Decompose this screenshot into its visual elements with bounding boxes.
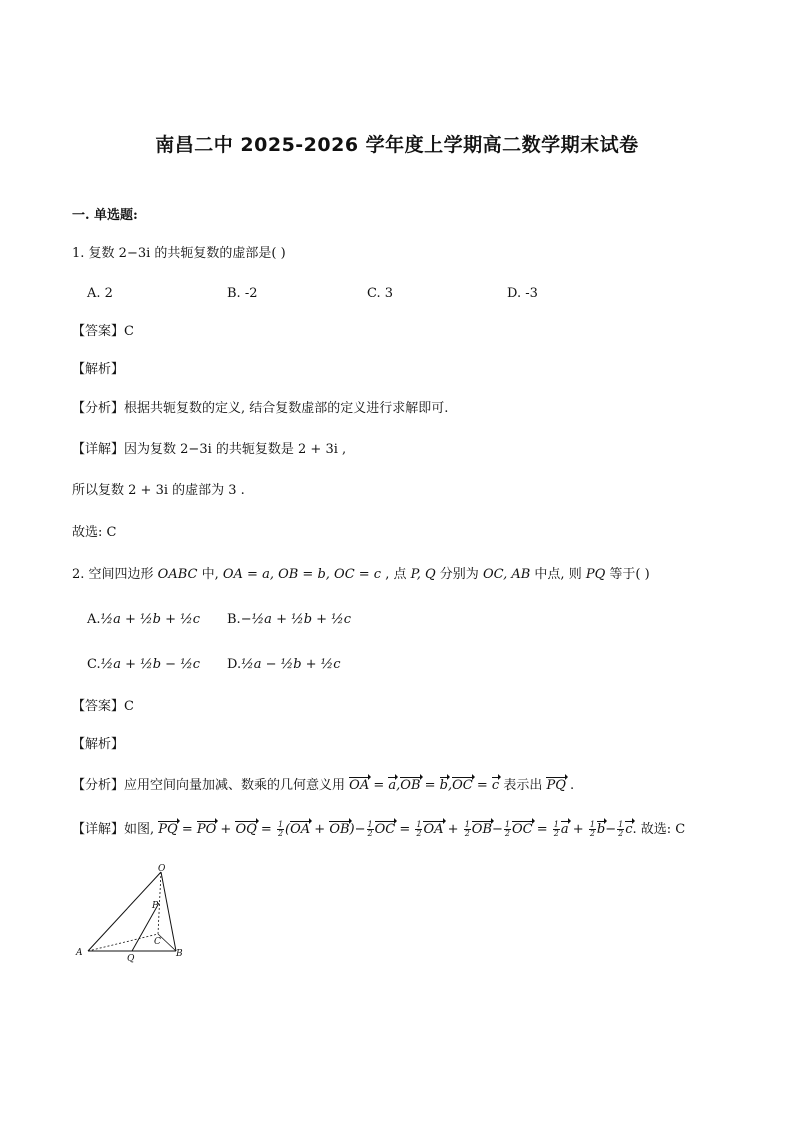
label-p: P (152, 901, 159, 911)
q1-detail (72, 441, 346, 459)
page-title: 南昌二中 2025-2026 学年度上学期高二数学期末试卷 (155, 134, 639, 156)
q1-answer-value: C (124, 324, 134, 339)
q2-detail-text-a: 如图, (124, 822, 159, 837)
q2-fenxi-pq: PQ (546, 778, 566, 793)
q1-option-a: A. 2 (87, 286, 113, 301)
q1-detail-text-a: 因为复数 (124, 442, 181, 457)
q2-option-b-expr: −½a + ½b + ½c (240, 612, 352, 627)
q2-answer-tag: 【答案】 (72, 699, 125, 714)
q2-fenxi-text-b: 表示出 (499, 778, 547, 793)
q1-stem-suffix: 的共轭复数的虚部是( ) (150, 246, 286, 261)
q2-detail-derivation: PQ = PO + OQ = $\frac{1}{2}$ (OA + OB)− $\frac{1}{2}$ OC = $\frac{1}{2}$ OA + $\frac{1}{2}$ OB− $\frac{1}{2}$ OC = $\frac{1}{2}$ a + $\frac{1}{2}$ b− $\frac{1}{2}$ c (158, 820, 633, 838)
q1-stem-expr: 2−3i (118, 246, 151, 261)
q1-conclusion-val: 3 (228, 483, 237, 498)
q1-detail-tag: 【详解】 (72, 442, 125, 457)
q2-analysis-tag: 【解析】 (72, 737, 125, 752)
q1-detail-expr-b: 2 + 3i (298, 442, 338, 457)
q2-stem-quad: OABC (157, 567, 198, 582)
q2-stem-end: 等于( ) (605, 567, 650, 582)
q2-option-a (87, 611, 200, 629)
q1-fenxi-tag: 【分析】 (72, 401, 125, 416)
label-b: B (176, 949, 183, 959)
q1-conclusion (72, 482, 245, 500)
q1-stem-prefix: 1. 复数 (72, 246, 119, 261)
q2-detail-choice: . 故选: C (632, 822, 686, 837)
label-c: C (154, 937, 161, 947)
q1-detail-text-c: , (337, 442, 347, 457)
q2-stem-eq: OA = a, OB = b, OC = c (222, 567, 382, 582)
q2-detail-tag: 【详解】 (72, 822, 125, 837)
q2-option-c-letter: C. (87, 657, 101, 672)
q2-option-d-letter: D. (227, 657, 242, 672)
q2-stem-points: P, Q (410, 567, 436, 582)
label-o: O (158, 864, 166, 874)
q1-fenxi (72, 400, 448, 418)
q2-stem (72, 566, 650, 584)
q1-stem (72, 245, 286, 263)
q2-answer (72, 698, 134, 716)
q2-stem-points-mid: 分别为 (435, 567, 483, 582)
q2-option-d-expr: ½a − ½b + ½c (241, 657, 341, 672)
tetrahedron-figure (72, 862, 192, 966)
q1-fenxi-text: 根据共轭复数的定义, 结合复数虚部的定义进行求解即可. (124, 401, 449, 416)
q1-option-d: D. -3 (507, 286, 538, 301)
label-q: Q (127, 954, 135, 964)
q1-conclusion-b: 的虚部为 (168, 483, 229, 498)
q1-detail-text-b: 的共轭复数是 (211, 442, 299, 457)
q2-stem-prefix: 2. 空间四边形 (72, 567, 158, 582)
label-a: A (76, 948, 83, 958)
q2-option-c-expr: ½a + ½b − ½c (100, 657, 201, 672)
q1-answer-tag: 【答案】 (72, 324, 125, 339)
q2-option-b (227, 611, 351, 629)
q2-fenxi (72, 777, 574, 795)
q1-option-c: C. 3 (367, 286, 394, 301)
edge-ac (88, 934, 158, 951)
q2-option-b-letter: B. (227, 612, 241, 627)
q2-stem-points-prefix: , 点 (381, 567, 411, 582)
q1-option-b: B. -2 (227, 286, 258, 301)
q2-stem-segs: OC, AB (482, 567, 531, 582)
q1-conclusion-end: . (236, 483, 245, 498)
q2-option-a-letter: A. (87, 612, 101, 627)
q1-choice: 故选: C (72, 525, 117, 540)
q1-detail-expr-a: 2−3i (180, 442, 212, 457)
q1-conclusion-a: 所以复数 (72, 483, 129, 498)
q2-detail (72, 821, 685, 839)
q2-option-c (87, 656, 200, 674)
section-heading: 一. 单选题: (72, 208, 138, 223)
q2-fenxi-tag: 【分析】 (72, 778, 125, 793)
q2-fenxi-text-a: 应用空间向量加减、数乘的几何意义用 (124, 778, 350, 793)
q2-option-d (227, 656, 341, 674)
q2-fenxi-vector-eq: OA = a,OB = b,OC = c (349, 778, 500, 793)
q2-option-a-expr: ½a + ½b + ½c (100, 612, 200, 627)
q2-stem-pq: PQ (585, 567, 606, 582)
q1-answer (72, 323, 134, 341)
q1-analysis-tag: 【解析】 (72, 362, 125, 377)
q2-stem-mid: 中, (197, 567, 223, 582)
q2-stem-points-suffix: 中点, 则 (530, 567, 586, 582)
q2-answer-value: C (124, 699, 134, 714)
q2-fenxi-text-c: . (565, 778, 575, 793)
q1-conclusion-expr: 2 + 3i (128, 483, 168, 498)
edge-oa (88, 872, 161, 951)
